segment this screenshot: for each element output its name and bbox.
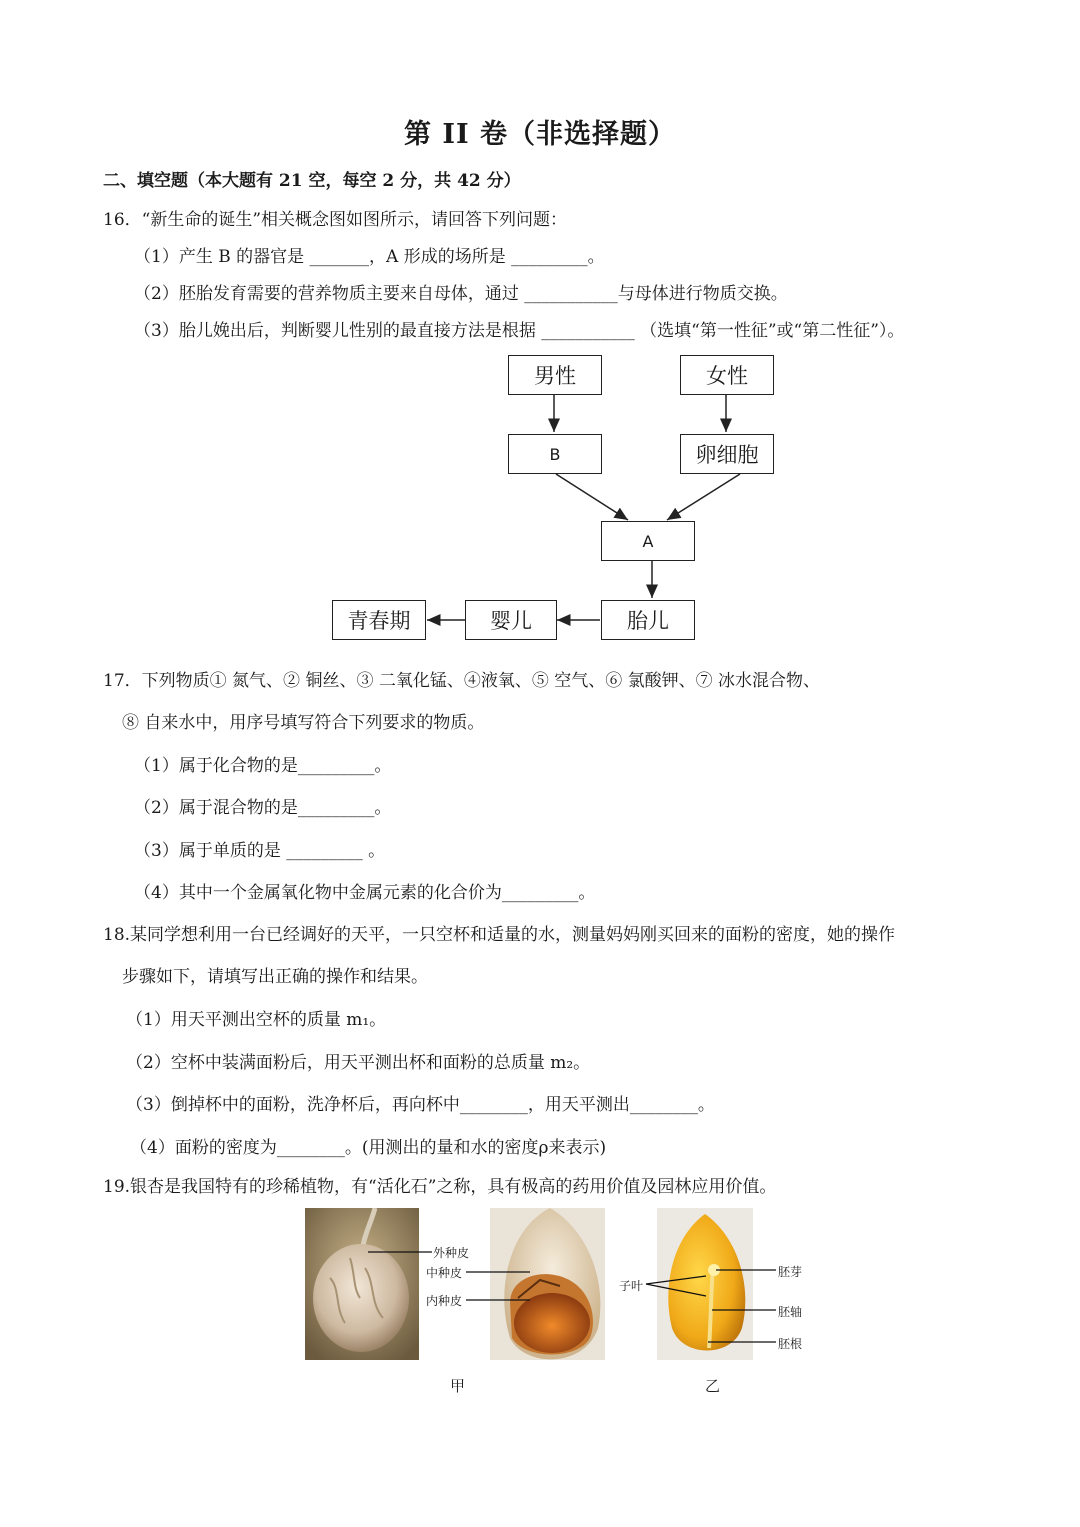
q17-stem-2: ⑧ 自来水中，用序号填写符合下列要求的物质。 [122, 713, 485, 733]
caption-yi: 乙 [705, 1377, 721, 1395]
q18-part3: （3）倒掉杯中的面粉，洗净杯后，再向杯中________，用天平测出________。 [126, 1095, 715, 1115]
box-fetus: 胎儿 [601, 600, 695, 640]
q16-stem: 16．“新生命的诞生”相关概念图如图所示，请回答下列问题： [103, 210, 568, 230]
label-cotyledon: 子叶 [619, 1279, 644, 1293]
q18-part2: （2）空杯中装满面粉后，用天平测出杯和面粉的总质量 m₂。 [126, 1053, 591, 1073]
box-male: 男性 [508, 355, 602, 395]
box-a: A [601, 521, 695, 561]
q16-part3: （3）胎儿娩出后，判断婴儿性别的最直接方法是根据 ___________ （选填“第一性征”或“第二性征”）。 [134, 321, 905, 341]
page-title: 第 II 卷（非选择题） [403, 119, 677, 150]
q18-part1: （1）用天平测出空杯的质量 m₁。 [126, 1010, 387, 1030]
box-baby: 婴儿 [465, 600, 557, 640]
box-egg: 卵细胞 [680, 434, 774, 474]
q17-part3: （3）属于单质的是 _________ 。 [134, 841, 386, 861]
caption-jia: 甲 [450, 1377, 466, 1395]
label-outer-seed-coat: 外种皮 [433, 1246, 470, 1260]
label-plumule: 胚芽 [778, 1265, 803, 1279]
q18-part4: （4）面粉的密度为________。(用测出的量和水的密度ρ来表示) [130, 1138, 607, 1158]
section-heading: 二、填空题（本大题有 21 空，每空 2 分，共 42 分） [103, 171, 521, 191]
diagram-arrows [0, 0, 1080, 660]
q17-part2: （2）属于混合物的是_________。 [134, 798, 392, 818]
box-puberty: 青春期 [332, 600, 426, 640]
q17-part1: （1）属于化合物的是_________。 [134, 756, 392, 776]
box-female: 女性 [680, 355, 774, 395]
label-hypocotyl: 胚轴 [778, 1305, 803, 1319]
label-leader-lines [0, 1200, 1080, 1370]
label-inner-seed-coat: 内种皮 [426, 1294, 463, 1308]
box-b: B [508, 434, 602, 474]
q16-part2: （2）胚胎发育需要的营养物质主要来自母体，通过 ___________与母体进行物质交换。 [134, 284, 788, 304]
q17-stem-1: 17．下列物质① 氮气、② 铜丝、③ 二氧化锰、④液氧、⑤ 空气、⑥ 氯酸钾、⑦ 冰水混合物、 [103, 671, 821, 691]
q17-part4: （4）其中一个金属氧化物中金属元素的化合价为_________。 [134, 883, 596, 903]
label-radicle: 胚根 [778, 1337, 803, 1351]
label-middle-seed-coat: 中种皮 [426, 1266, 463, 1280]
q18-stem-2: 步骤如下，请填写出正确的操作和结果。 [122, 967, 428, 987]
q19-stem: 19.银杏是我国特有的珍稀植物，有“活化石”之称，具有极高的药用价值及园林应用价值。 [103, 1177, 777, 1197]
q18-stem-1: 18.某同学想利用一台已经调好的天平，一只空杯和适量的水，测量妈妈刚买回来的面粉的密度，她的操作 [103, 925, 896, 945]
q16-part1: （1）产生 B 的器官是 _______，A 形成的场所是 _________。 [134, 247, 605, 267]
